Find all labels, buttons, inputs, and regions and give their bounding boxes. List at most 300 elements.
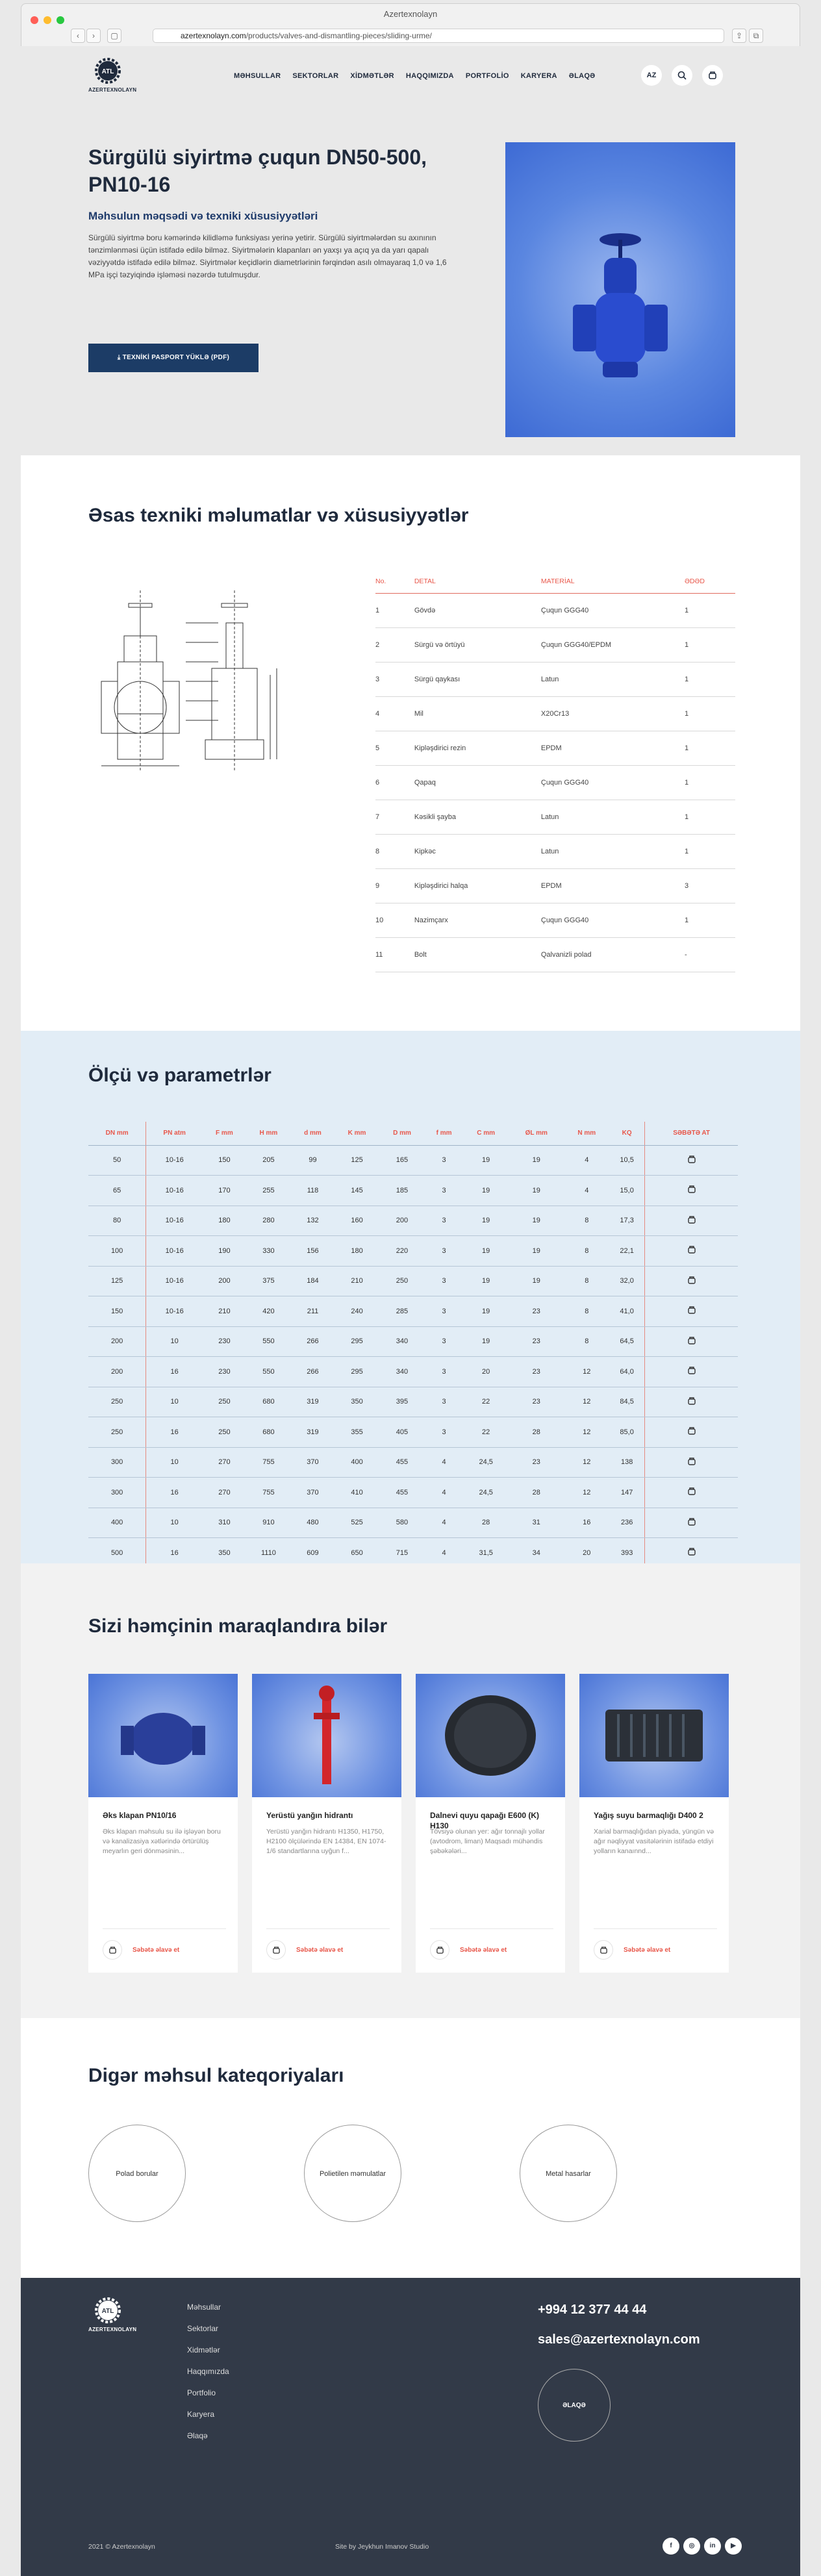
youtube-icon[interactable]: ▶ — [725, 2538, 742, 2555]
parts-table-cell: 1 — [685, 593, 735, 627]
menu-item-services[interactable]: XİDMƏTLƏR — [350, 72, 394, 80]
product-card-description: Xarial barmaqlığıdan piyada, yüngün və ağır nəqliyyat vasitələrinin istifadə etdiyi yolların kanaınnd... — [594, 1828, 714, 1855]
product-card-description: Yerüstü yanğın hidrantı H1350, H1750, H2100 ölçülərində EN 14384, EN 1074-1/6 standartlarına uyğun f... — [266, 1828, 386, 1855]
dimensions-table-cell: 19 — [509, 1206, 564, 1236]
footer-link-sectors[interactable]: Sektorlar — [187, 2324, 219, 2333]
parts-table-cell: Çuqun GGG40/EPDM — [541, 627, 685, 662]
add-to-cart-icon[interactable] — [645, 1447, 738, 1478]
parts-table-cell: 1 — [685, 731, 735, 765]
dimensions-table-cell: 250 — [88, 1387, 146, 1417]
dimensions-table-cell: 4 — [425, 1538, 464, 1569]
dimensions-table-header: F mm — [203, 1122, 246, 1145]
parts-table-cell: EPDM — [541, 868, 685, 903]
specs-title: Əsas texniki məlumatlar və xüsusiyyətlər — [88, 505, 469, 526]
dimensions-table-cell: 319 — [291, 1417, 335, 1448]
dimensions-table-cell: 12 — [564, 1417, 609, 1448]
technical-drawing — [88, 584, 283, 792]
language-switch[interactable]: AZ — [641, 65, 662, 86]
add-to-cart-link[interactable]: Səbətə əlavə et — [460, 1947, 507, 1954]
dimensions-table-cell: 165 — [379, 1145, 424, 1176]
dimensions-table-cell: 715 — [379, 1538, 424, 1569]
product-card-image — [252, 1674, 401, 1797]
website — [21, 46, 800, 2576]
dimensions-table-cell: 550 — [246, 1357, 291, 1387]
dimensions-table-cell: 205 — [246, 1145, 291, 1176]
dimensions-table-cell: 650 — [335, 1538, 379, 1569]
footer-contact-button[interactable]: ƏLAQƏ — [538, 2369, 611, 2442]
dimensions-table-cell: 755 — [246, 1447, 291, 1478]
dimensions-table-cell: 125 — [88, 1266, 146, 1296]
footer-link-about[interactable]: Haqqımızda — [187, 2367, 229, 2376]
dimensions-table-cell: 455 — [379, 1478, 424, 1508]
cart-icon[interactable] — [103, 1940, 122, 1960]
parts-table-cell: 1 — [685, 765, 735, 800]
parts-table-cell: Sürgü qaykası — [414, 662, 541, 696]
footer-logo-text: AZERTEXNOLAYN — [88, 2327, 137, 2332]
svg-text:ATL: ATL — [101, 68, 114, 75]
dimensions-table-cell: 4 — [564, 1145, 609, 1176]
menu-item-sectors[interactable]: SEKTORLAR — [292, 72, 339, 80]
parts-table-header: No. — [375, 570, 414, 593]
footer-link-services[interactable]: Xidmətlər — [187, 2345, 220, 2355]
product-title: Sürgülü siyirtmə çuqun DN50-500, PN10-16 — [88, 145, 427, 196]
dimensions-table-header: K mm — [335, 1122, 379, 1145]
dimensions-table-cell: 4 — [425, 1508, 464, 1538]
menu-item-products[interactable]: MƏHSULLAR — [234, 72, 281, 80]
site-credit[interactable]: Site by Jeykhun Imanov Studio — [335, 2543, 429, 2551]
parts-table-cell: 2 — [375, 627, 414, 662]
dimensions-table-header: d mm — [291, 1122, 335, 1145]
dimensions-table-cell: 184 — [291, 1266, 335, 1296]
add-to-cart-icon[interactable] — [645, 1206, 738, 1236]
dimensions-table-cell: 185 — [379, 1176, 424, 1206]
dimensions-table-cell: 19 — [463, 1176, 508, 1206]
divider — [266, 1928, 390, 1929]
dimensions-table-cell: 23 — [509, 1357, 564, 1387]
forward-button[interactable]: › — [86, 29, 101, 43]
dimensions-table-cell: 8 — [564, 1326, 609, 1357]
footer-link-career[interactable]: Karyera — [187, 2410, 215, 2419]
product-card-title[interactable]: Yağış suyu barmaqlığı D400 2 — [594, 1811, 703, 1820]
download-pdf-button[interactable] — [88, 344, 259, 372]
product-card-title[interactable]: Dalnevi quyu qapağı E600 (K) H130 — [430, 1811, 540, 1830]
dimensions-table-cell: 230 — [203, 1326, 246, 1357]
main-menu — [234, 72, 595, 80]
dimensions-table-cell: 3 — [425, 1266, 464, 1296]
dimensions-table-cell: 16 — [564, 1508, 609, 1538]
dimensions-table-cell: 250 — [379, 1266, 424, 1296]
parts-table-cell: Kipləşdirici halqa — [414, 868, 541, 903]
divider — [103, 1928, 226, 1929]
category-steel-pipes[interactable]: Polad borular — [88, 2125, 186, 2222]
dimensions-table-cell: 319 — [291, 1387, 335, 1417]
parts-table-cell: Kipkəc — [414, 834, 541, 868]
back-button[interactable]: ‹ — [71, 29, 85, 43]
dimensions-table-cell: 24,5 — [463, 1447, 508, 1478]
parts-table-cell: 1 — [685, 627, 735, 662]
window-title: Azertexnolayn — [383, 9, 438, 19]
parts-table-cell: Nazimçarx — [414, 903, 541, 937]
dimensions-table-cell: 8 — [564, 1236, 609, 1267]
dimensions-table-cell: 180 — [335, 1236, 379, 1267]
add-to-cart-icon[interactable] — [645, 1417, 738, 1448]
linkedin-icon[interactable]: in — [704, 2538, 721, 2555]
product-image — [505, 142, 735, 437]
footer-link-products[interactable]: Məhsullar — [187, 2303, 221, 2312]
dimensions-table-cell: 12 — [564, 1478, 609, 1508]
dimensions-table-cell: 17,3 — [609, 1206, 645, 1236]
parts-table — [375, 570, 735, 972]
dimensions-table-cell: 370 — [291, 1478, 335, 1508]
tabs-icon[interactable]: ⧉ — [749, 29, 763, 43]
dimensions-table-cell: 19 — [463, 1206, 508, 1236]
footer-link-portfolio[interactable]: Portfolio — [187, 2388, 216, 2397]
parts-table-cell: 3 — [685, 868, 735, 903]
parts-table-row — [375, 627, 735, 662]
dimensions-table-cell: 41,0 — [609, 1296, 645, 1327]
dimensions-table-cell: 10 — [146, 1326, 203, 1357]
dimensions-table — [88, 1122, 738, 1569]
dimensions-table-cell: 3 — [425, 1387, 464, 1417]
dimensions-table-cell: 3 — [425, 1357, 464, 1387]
parts-table-row — [375, 593, 735, 627]
site-header — [21, 46, 800, 106]
dimensions-table-cell: 12 — [564, 1357, 609, 1387]
product-card-title[interactable]: Yerüstü yanğın hidrantı — [266, 1811, 353, 1820]
parts-table-row — [375, 903, 735, 937]
product-card-image — [88, 1674, 238, 1797]
parts-table-row — [375, 662, 735, 696]
dimensions-table-cell: 23 — [509, 1387, 564, 1417]
dimensions-table-cell: 23 — [509, 1447, 564, 1478]
add-to-cart-icon[interactable] — [645, 1508, 738, 1538]
product-card-image — [416, 1674, 565, 1797]
product-description: Sürgülü siyirtmə boru kəmərində kilidləmə funksiyası yerinə yetirir. Sürgülü siyirtmələrdən su axınının tənzimlənməsi üçün istifadə edilə bilməz. Siyirtmələrin klapanları ən yaxşı ya açıq ya da yarı qapalı vəziyyətdə istifadə edilə bilməz. Siyirtmələr keçidlərin diametrlərinin fərqindən asılı olmayaraq 1,0 və 1,6 MPa işçi təzyiqində işləməsi nəzərdə tutulmuşdur. — [88, 233, 447, 279]
menu-item-portfolio[interactable]: PORTFOLİO — [465, 72, 509, 80]
dimensions-table-header: C mm — [463, 1122, 508, 1145]
site-footer — [21, 2278, 800, 2576]
dimensions-table-header: D mm — [379, 1122, 424, 1145]
parts-table-row — [375, 868, 735, 903]
dimensions-table-cell: 395 — [379, 1387, 424, 1417]
footer-menu — [187, 2303, 229, 2453]
dimensions-table-cell: 580 — [379, 1508, 424, 1538]
dimensions-table-cell: 19 — [463, 1266, 508, 1296]
parts-table-cell: - — [685, 937, 735, 972]
parts-table-header: ƏDƏD — [685, 570, 735, 593]
dimensions-table-cell: 99 — [291, 1145, 335, 1176]
cart-icon[interactable] — [430, 1940, 449, 1960]
parts-table-cell: Kəsikli şayba — [414, 800, 541, 834]
dimensions-table-cell: 19 — [509, 1176, 564, 1206]
dimensions-table-header: PN atm — [146, 1122, 203, 1145]
parts-table-cell: 1 — [685, 903, 735, 937]
dimensions-table-cell: 125 — [335, 1145, 379, 1176]
parts-table-cell: 3 — [375, 662, 414, 696]
dimensions-table-cell: 200 — [88, 1326, 146, 1357]
dimensions-table-cell: 24,5 — [463, 1478, 508, 1508]
logo-text: AZERTEXNOLAYN — [88, 87, 137, 93]
dimensions-table-cell: 22,1 — [609, 1236, 645, 1267]
footer-gear-logo-icon — [94, 2297, 122, 2323]
parts-table-cell: Çuqun GGG40 — [541, 765, 685, 800]
dimensions-table-cell: 420 — [246, 1296, 291, 1327]
dimensions-table-cell: 32,0 — [609, 1266, 645, 1296]
gear-logo-icon — [94, 58, 122, 84]
dimensions-table-cell: 10 — [146, 1387, 203, 1417]
dimensions-table-cell: 20 — [463, 1357, 508, 1387]
menu-item-career[interactable]: KARYERA — [520, 72, 557, 80]
browser-window — [21, 3, 800, 46]
dimensions-table-cell: 150 — [88, 1296, 146, 1327]
dimensions-table-row — [88, 1447, 738, 1478]
parts-table-cell: Çuqun GGG40 — [541, 593, 685, 627]
parts-table-row — [375, 731, 735, 765]
parts-table-cell: Çuqun GGG40 — [541, 903, 685, 937]
footer-phone[interactable]: +994 12 377 44 44 — [538, 2303, 647, 2317]
dimensions-table-cell: 340 — [379, 1326, 424, 1357]
footer-link-contact[interactable]: Əlaqə — [187, 2431, 208, 2440]
parts-table-cell: 8 — [375, 834, 414, 868]
dimensions-table-cell: 19 — [509, 1266, 564, 1296]
parts-table-cell: 1 — [685, 800, 735, 834]
dimensions-table-cell: 85,0 — [609, 1417, 645, 1448]
parts-table-cell: Sürgü və örtüyü — [414, 627, 541, 662]
dimensions-table-row — [88, 1176, 738, 1206]
cart-icon[interactable] — [702, 65, 723, 86]
parts-table-cell: 1 — [685, 696, 735, 731]
specs-section — [21, 455, 800, 1031]
dimensions-table-cell: 80 — [88, 1206, 146, 1236]
dimensions-table-cell: 300 — [88, 1478, 146, 1508]
parts-table-cell: 7 — [375, 800, 414, 834]
parts-table-row — [375, 800, 735, 834]
dimensions-table-cell: 3 — [425, 1326, 464, 1357]
dimensions-table-cell: 28 — [509, 1478, 564, 1508]
dimensions-table-cell: 10 — [146, 1508, 203, 1538]
dimensions-table-cell: 285 — [379, 1296, 424, 1327]
parts-table-header: DETAL — [414, 570, 541, 593]
dimensions-title: Ölçü və parametrlər — [88, 1065, 272, 1086]
categories-section — [21, 2018, 800, 2278]
menu-item-about[interactable]: HAQQIMIZDA — [405, 72, 454, 80]
parts-table-cell: 4 — [375, 696, 414, 731]
category-metal-fences[interactable]: Metal hasarlar — [520, 2125, 617, 2222]
add-to-cart-icon[interactable] — [645, 1236, 738, 1267]
sidebar-toggle-icon[interactable]: ▢ — [107, 29, 121, 43]
dimensions-table-cell: 10-16 — [146, 1296, 203, 1327]
dimensions-table-cell: 132 — [291, 1206, 335, 1236]
parts-table-row — [375, 765, 735, 800]
dimensions-table-cell: 400 — [88, 1508, 146, 1538]
dimensions-table-row — [88, 1417, 738, 1448]
dimensions-table-cell: 10-16 — [146, 1266, 203, 1296]
parts-table-cell: Qapaq — [414, 765, 541, 800]
dimensions-table-cell: 255 — [246, 1176, 291, 1206]
gate-valve-illustration — [505, 142, 735, 437]
copyright: 2021 © Azertexnolayn — [88, 2543, 155, 2551]
facebook-icon[interactable]: f — [663, 2538, 679, 2555]
add-to-cart-link[interactable]: Səbətə əlavə et — [296, 1947, 344, 1954]
parts-table-row — [375, 834, 735, 868]
dimensions-table-cell: 16 — [146, 1417, 203, 1448]
dimensions-table-cell: 266 — [291, 1357, 335, 1387]
dimensions-table-cell: 145 — [335, 1176, 379, 1206]
product-card-description: Əks klapan məhsulu su ilə işləyən boru və kanalizasiya xətlərində örtürülüş meyarlın geri dönməsinin... — [103, 1828, 221, 1855]
add-to-cart-icon[interactable] — [645, 1387, 738, 1417]
dimensions-table-cell: 12 — [564, 1387, 609, 1417]
menu-item-contact[interactable]: ƏLAQƏ — [568, 72, 596, 80]
parts-table-cell: Qalvanizli polad — [541, 937, 685, 972]
svg-text:ATL: ATL — [101, 2308, 114, 2315]
dimensions-table-cell: 3 — [425, 1417, 464, 1448]
related-section — [21, 1563, 800, 2018]
parts-table-cell: Latun — [541, 800, 685, 834]
dimensions-table-cell: 34 — [509, 1538, 564, 1569]
dimensions-table-cell: 550 — [246, 1326, 291, 1357]
dimensions-table-cell: 3 — [425, 1236, 464, 1267]
dimensions-table-cell: 170 — [203, 1176, 246, 1206]
dimensions-table-cell: 609 — [291, 1538, 335, 1569]
dimensions-table-cell: 16 — [146, 1538, 203, 1569]
dimensions-table-cell: 236 — [609, 1508, 645, 1538]
add-to-cart-icon[interactable] — [645, 1266, 738, 1296]
dimensions-table-cell: 4 — [425, 1447, 464, 1478]
dimensions-table-cell: 15,0 — [609, 1176, 645, 1206]
dimensions-table-cell: 19 — [463, 1236, 508, 1267]
cart-icon[interactable] — [266, 1940, 286, 1960]
categories-title: Digər məhsul kateqoriyaları — [88, 2065, 344, 2086]
add-to-cart-link[interactable]: Səbətə əlavə et — [133, 1947, 180, 1954]
add-to-cart-link[interactable]: Səbətə əlavə et — [624, 1947, 671, 1954]
dimensions-section — [21, 1031, 800, 1563]
cart-icon[interactable] — [594, 1940, 613, 1960]
dimensions-table-cell: 50 — [88, 1145, 146, 1176]
product-card-title[interactable]: Əks klapan PN10/16 — [103, 1811, 177, 1820]
dimensions-table-row — [88, 1266, 738, 1296]
product-card-image — [579, 1674, 729, 1797]
dimensions-table-cell: 16 — [146, 1478, 203, 1508]
product-card-description: Tövsiyə olunan yer: ağır tonnajlı yollar (avtodrom, liman) Maqsadı mühəndis şəbəkələri... — [430, 1828, 545, 1855]
dimensions-table-header: H mm — [246, 1122, 291, 1145]
dimensions-table-cell: 160 — [335, 1206, 379, 1236]
product-card-rain-grate[interactable] — [579, 1674, 729, 1973]
dimensions-table-cell: 370 — [291, 1447, 335, 1478]
add-to-cart-icon[interactable] — [645, 1296, 738, 1327]
dimensions-table-cell: 190 — [203, 1236, 246, 1267]
dimensions-table-cell: 295 — [335, 1326, 379, 1357]
dimensions-table-row — [88, 1387, 738, 1417]
dimensions-table-cell: 8 — [564, 1266, 609, 1296]
dimensions-table-cell: 211 — [291, 1296, 335, 1327]
add-to-cart-icon[interactable] — [645, 1357, 738, 1387]
dimensions-table-cell: 250 — [88, 1417, 146, 1448]
dimensions-table-cell: 10-16 — [146, 1206, 203, 1236]
dimensions-table-cell: 455 — [379, 1447, 424, 1478]
dimensions-table-cell: 16 — [146, 1357, 203, 1387]
dimensions-table-cell: 4 — [425, 1478, 464, 1508]
dimensions-table-cell: 12 — [564, 1447, 609, 1478]
share-icon[interactable]: ⇪ — [732, 29, 746, 43]
dimensions-table-cell: 19 — [463, 1296, 508, 1327]
product-card-check-valve[interactable] — [88, 1674, 238, 1973]
dimensions-table-row — [88, 1357, 738, 1387]
divider — [430, 1928, 553, 1929]
dimensions-table-cell: 405 — [379, 1417, 424, 1448]
parts-table-cell: 10 — [375, 903, 414, 937]
parts-table-cell: 11 — [375, 937, 414, 972]
dimensions-table-cell: 20 — [564, 1538, 609, 1569]
dimensions-table-cell: 410 — [335, 1478, 379, 1508]
footer-logo[interactable] — [88, 2297, 137, 2339]
dimensions-table-cell: 200 — [88, 1357, 146, 1387]
footer-email[interactable]: sales@azertexnolayn.com — [538, 2332, 700, 2347]
add-to-cart-icon[interactable] — [645, 1145, 738, 1176]
parts-table-cell: 6 — [375, 765, 414, 800]
dimensions-table-cell: 19 — [463, 1326, 508, 1357]
address-bar[interactable] — [153, 29, 724, 43]
parts-table-row — [375, 937, 735, 972]
dimensions-table-header: KQ — [609, 1122, 645, 1145]
add-to-cart-icon[interactable] — [645, 1326, 738, 1357]
dimensions-table-cell: 64,0 — [609, 1357, 645, 1387]
parts-table-header: MATERİAL — [541, 570, 685, 593]
parts-table-cell: 9 — [375, 868, 414, 903]
dimensions-table-header: N mm — [564, 1122, 609, 1145]
category-polyethylene[interactable]: Polietilen məmulatlar — [304, 2125, 401, 2222]
dimensions-table-row — [88, 1145, 738, 1176]
dimensions-table-cell: 350 — [203, 1538, 246, 1569]
product-card-manhole-cover[interactable] — [416, 1674, 565, 1973]
dimensions-table-cell: 350 — [335, 1387, 379, 1417]
parts-table-cell: X20Cr13 — [541, 696, 685, 731]
product-card-fire-hydrant[interactable] — [252, 1674, 401, 1973]
site-logo[interactable] — [88, 58, 137, 99]
dimensions-table-cell: 19 — [509, 1145, 564, 1176]
dimensions-table-cell: 755 — [246, 1478, 291, 1508]
dimensions-table-cell: 220 — [379, 1236, 424, 1267]
dimensions-table-cell: 200 — [203, 1266, 246, 1296]
dimensions-table-cell: 310 — [203, 1508, 246, 1538]
dimensions-table-cell: 250 — [203, 1417, 246, 1448]
add-to-cart-icon[interactable] — [645, 1478, 738, 1508]
dimensions-table-cell: 10-16 — [146, 1236, 203, 1267]
dimensions-table-cell: 10 — [146, 1447, 203, 1478]
download-icon: ⤓ — [117, 354, 123, 361]
search-icon[interactable] — [672, 65, 692, 86]
instagram-icon[interactable]: ◎ — [683, 2538, 700, 2555]
dimensions-table-cell: 150 — [203, 1145, 246, 1176]
add-to-cart-icon[interactable] — [645, 1176, 738, 1206]
parts-table-cell: 5 — [375, 731, 414, 765]
dimensions-table-cell: 266 — [291, 1326, 335, 1357]
dimensions-table-cell: 3 — [425, 1176, 464, 1206]
dimensions-table-cell: 28 — [463, 1508, 508, 1538]
parts-table-cell: Latun — [541, 662, 685, 696]
related-title: Sizi həmçinin maraqlandıra bilər — [88, 1615, 388, 1637]
dimensions-table-cell: 680 — [246, 1417, 291, 1448]
parts-table-cell: Bolt — [414, 937, 541, 972]
dimensions-table-row — [88, 1236, 738, 1267]
dimensions-table-cell: 19 — [509, 1236, 564, 1267]
dimensions-table-cell: 3 — [425, 1206, 464, 1236]
dimensions-table-cell: 118 — [291, 1176, 335, 1206]
dimensions-table-cell: 8 — [564, 1296, 609, 1327]
dimensions-table-cell: 1110 — [246, 1538, 291, 1569]
dimensions-table-cell: 147 — [609, 1478, 645, 1508]
parts-table-cell: EPDM — [541, 731, 685, 765]
dimensions-table-cell: 270 — [203, 1447, 246, 1478]
